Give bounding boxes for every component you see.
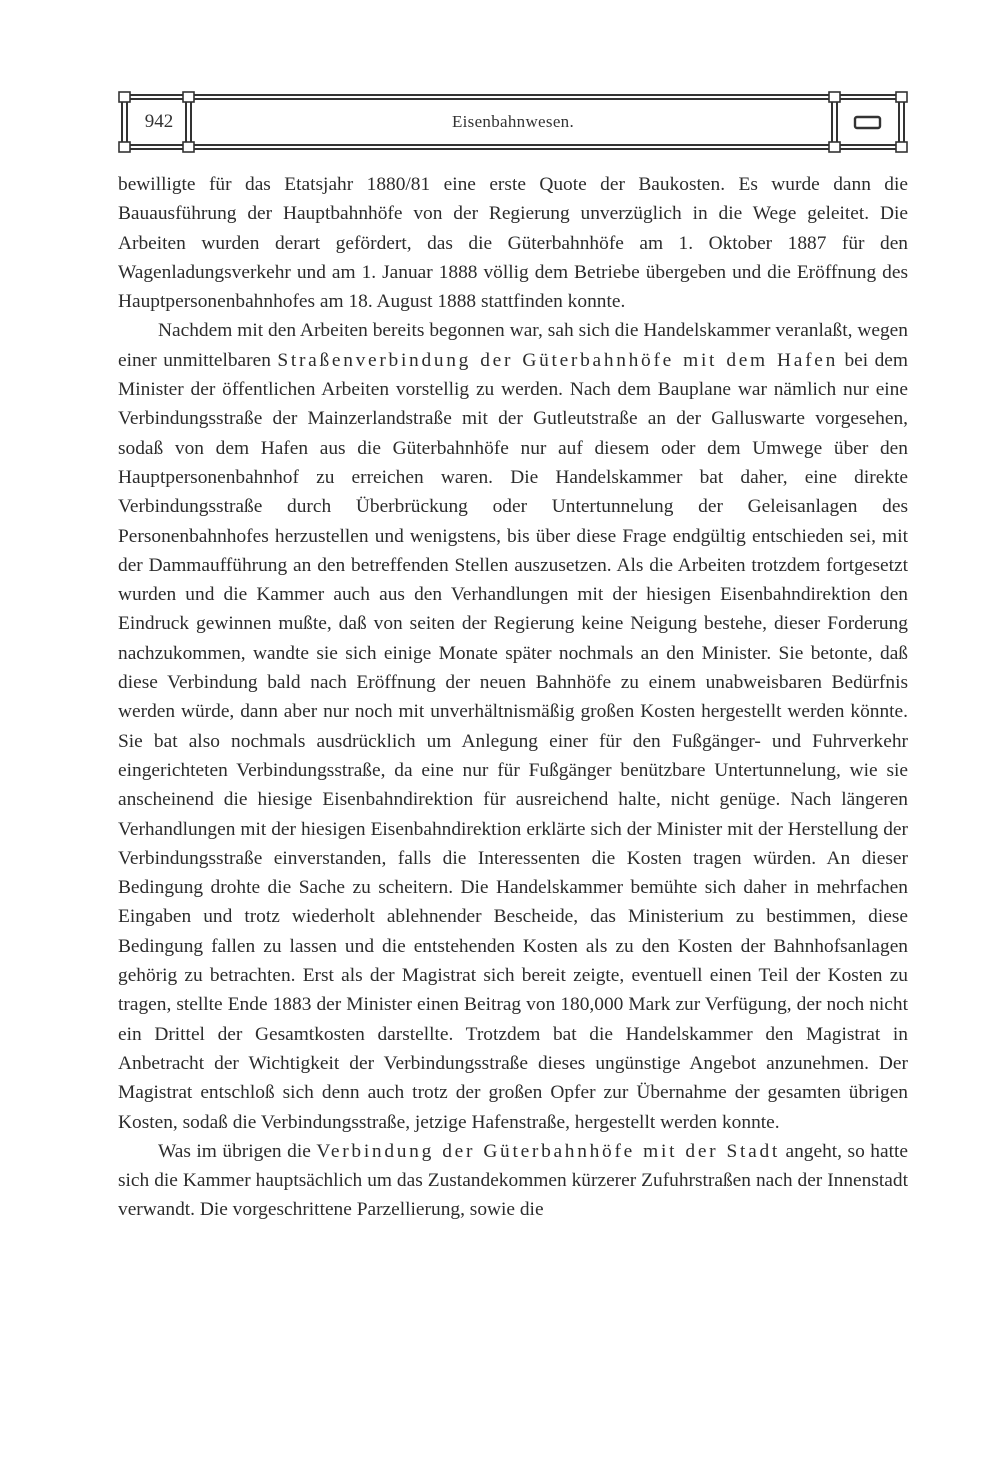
running-title: Eisenbahnwesen.: [451, 112, 575, 131]
paragraph-text: angeht, so hatte sich die Kammer hauptsächlich um das Zustandekommen kürzerer Zufuhrstraßen nach der Innenstadt verwandt. Die vorgeschrittene Parzellierung, sowie die: [118, 1140, 908, 1221]
paragraph-text: Was im übrigen die: [158, 1140, 317, 1162]
spaced-emphasis: Verbindung der Güterbahnhöfe mit der Stadt: [316, 1140, 780, 1162]
paragraph-text: bei dem Minister der öffentlichen Arbeiten vorstellig zu werden. Nach dem Bauplane war nämlich nur eine Verbindungsstraße der Mainzerlandstraße mit der Gutleutstraße an der Galluswarte vorgesehen, sodaß von dem Hafen aus die Güterbahnhöfe nur auf diesem oder dem Umwege über den Hauptpersonenbahnhof zu erreichen waren. Die Handelskammer bat daher, eine direkte Verbindungsstraße durch Überbrückung oder Untertunnelung der Geleisanlagen des Personenbahnhofes herzustellen und wenigstens, bis über diese Frage endgültig entschieden sei, mit der Dammaufführung an den betreffenden Stellen auszusetzen. Als die Arbeiten trotzdem fortgesetzt wurden und die Kammer auch aus den Verhandlungen mit der hiesigen Eisenbahndirektion den Eindruck gewinnen mußte, daß von seiten der Regierung keine Neigung bestehe, dieser Forderung nachzukommen, wandte sie sich einige Monate später nochmals an den Minister. Sie betonte, daß diese Verbindung bald nach Eröffnung der neuen Bahnhöfe zu einem unabweisbaren Bedürfnis werden würde, dann aber nur noch mit unverhältnismäßig großen Kosten hergestellt werden könnte. Sie bat also nochmals ausdrücklich um Anlegung einer für den Fußgänger- und Fuhrverkehr eingerichteten Verbindungsstraße, da eine nur für Fußgänger benützbare Untertunnelung, wie sie anscheinend die hiesige Eisenbahndirektion für ausreichend halte, nicht genüge. Nach längeren Verhandlungen mit der hiesigen Eisenbahndirektion erklärte sich der Minister mit der Herstellung der Verbindungsstraße einverstanden, falls die Interessenten die Kosten tragen würden. An dieser Bedingung drohte die Sache zu scheitern. Die Handelskammer bemühte sich daher in mehrfachen Eingaben und trotz wiederholt ablehnender Bescheide, das Ministerium zu bestimmen, diese Bedingung fallen zu lassen und die entstehenden Kosten als zu den Kosten der Bahnhofsanlagen gehörig zu betrachten. Erst als der Magistrat sich bereit zeigte, eventuell einen Teil der Kosten zu tragen, stellte Ende 1883 der Minister einen Beitrag von 180,000 Mark zur Verfügung, der noch nicht ein Drittel der Gesamtkosten darstellte. Trotzdem bat die Handelskammer den Magistrat in Anbetracht der Wichtigkeit der Verbindungsstraße dieses ungünstige Angebot anzunehmen. Der Magistrat entschloß sich denn auch trotz der großen Opfer zur Übernahme der gesamten übrigen Kosten, sodaß die Verbindungsstraße, jetzige Hafenstraße, hergestellt werden konnte.: [118, 349, 908, 1133]
paragraph-stadt-verbindung: [118, 1137, 908, 1225]
page-header: [118, 90, 910, 154]
paragraph-text: Nachdem mit den Arbeiten bereits begonnen war, sah sich die Handelskammer veranlaßt, wegen einer unmittelbaren: [118, 320, 908, 371]
paragraph-hafen-verbindung: [118, 316, 908, 1136]
page-number: 942: [144, 111, 174, 132]
paragraph-continuation: bewilligte für das Etatsjahr 1880/81 eine erste Quote der Baukosten. Es wurde dann die Bauausführung der Hauptbahnhöfe von der Regierung unverzüglich in die Wege geleitet. Die Arbeiten wurden derart gefördert, das die Güterbahnhöfe am 1. Oktober 1887 für den Wagenladungsverkehr und am 1. Januar 1888 völlig dem Betriebe übergeben und die Eröffnung des Hauptpersonenbahnhofes am 18. August 1888 stattfinden konnte.: [118, 174, 908, 313]
header-ornament-icon: [855, 117, 880, 128]
body-text: [118, 170, 908, 1225]
spaced-emphasis: Straßenverbindung der Güterbahnhöfe mit dem Hafen: [277, 349, 838, 371]
